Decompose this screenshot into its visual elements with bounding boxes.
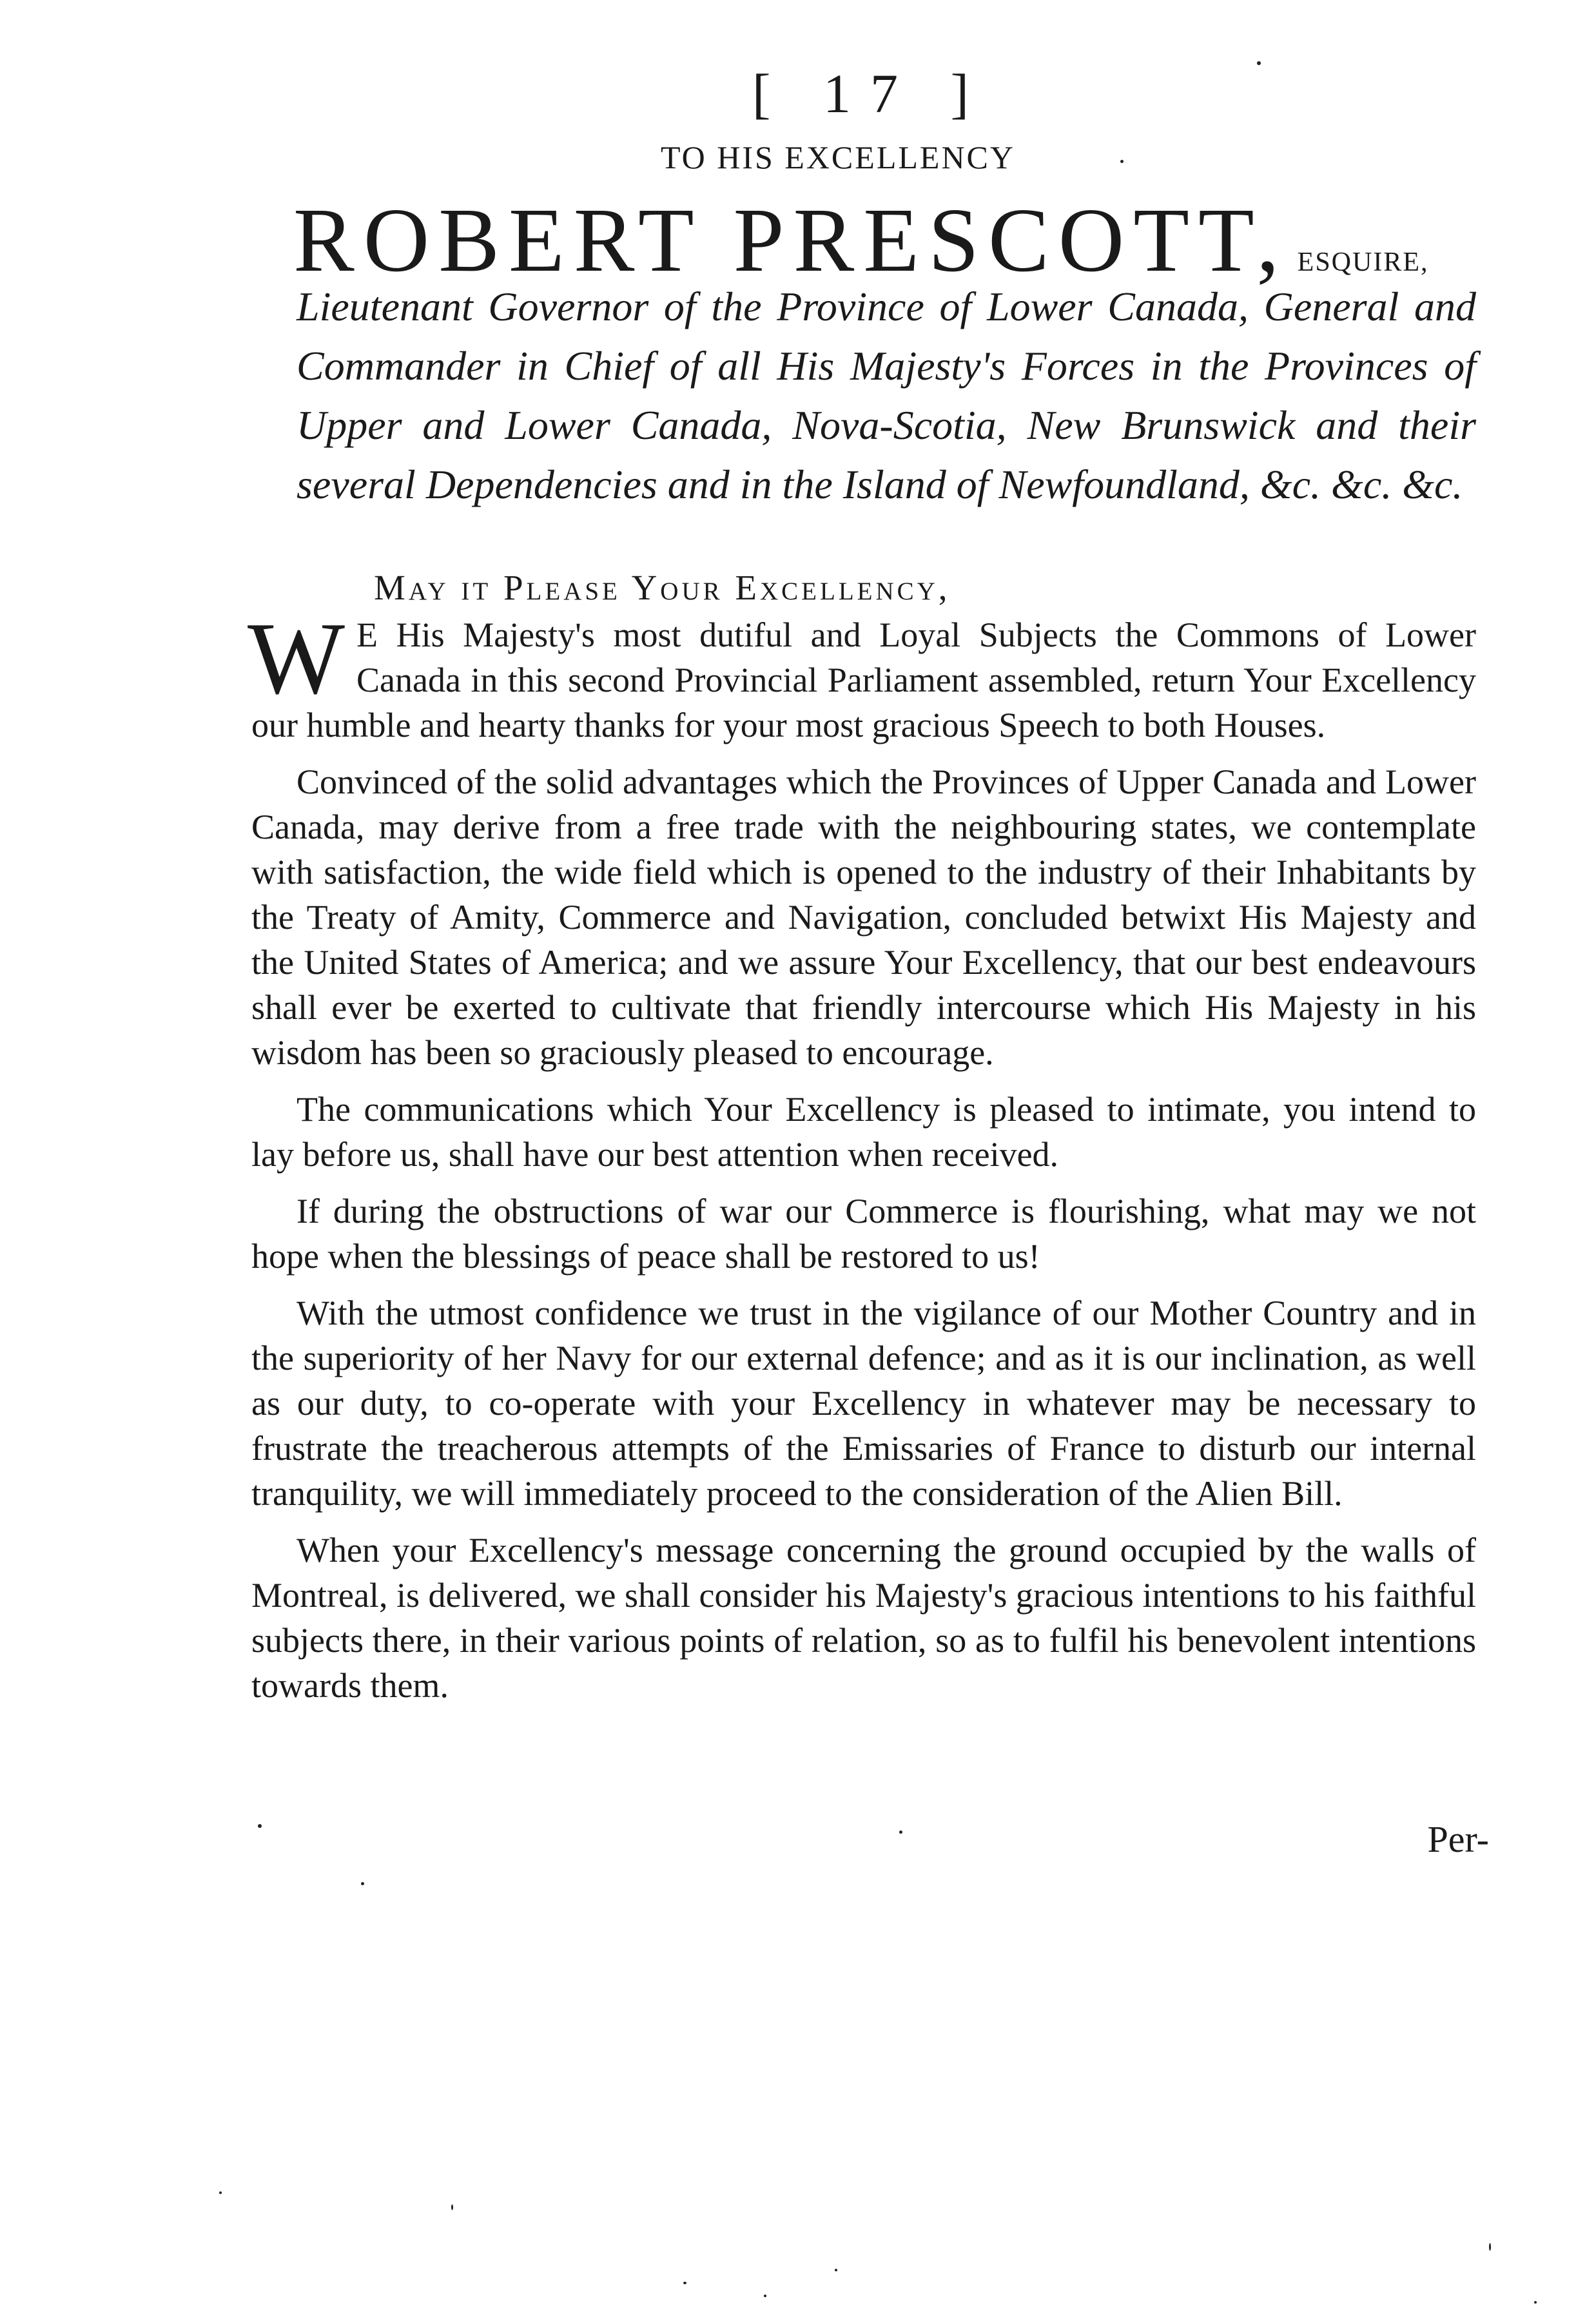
scan-speck <box>451 2204 453 2210</box>
scan-speck <box>1120 160 1124 163</box>
paragraph-6: When your Excellency's message concerning the ground occupied by the walls of Montreal, is delivered, we shall consider his Majesty's gracious intentions to his faithful subjects there, in their various points of relation, so as to fulfil his benevolent intentions towards them. <box>251 1531 1476 1705</box>
address-body <box>248 601 1476 1720</box>
scan-speck <box>1489 2243 1491 2251</box>
scan-speck <box>258 1824 262 1828</box>
paragraph-2: Convinced of the solid advantages which the Provinces of Upper Canada and Lower Canada, may derive from a free trade with the neighbouring states, we contemplate with satisfaction, the wide field which is opened to the industry of their Inhabitants by the Treaty of Amity, Commerce and Navigation, concluded betwixt His Majesty and the United States of America; and we assure Your Excellency, that our best endeavours shall ever be exerted to cultivate that friendly intercourse which His Majesty in his wisdom has been so graciously pleased to encourage. <box>251 762 1476 1072</box>
addressee-line <box>293 187 1486 290</box>
addressee-titles: Lieutenant Governor of the Province of Lower Canada, General and Commander in Chief of all His Majesty's Forces in the Provinces of Upper and Lower Canada, Nova-Scotia, New Brunswick and their several Dependencies and in the Island of Newfoundland, &c. &c. &c. <box>297 284 1476 507</box>
page-number: [ 17 ] <box>752 63 989 124</box>
salutation: May it Please Your Excellency, <box>374 568 951 607</box>
addressee-name: ROBERT PRESCOTT, <box>293 189 1289 291</box>
paragraph-5: With the utmost confidence we trust in the vigilance of our Mother Country and in the superiority of her Navy for our external defence; and as it is our inclination, as well as our duty, to co-operate with your Excellency in whatever may be necessary to frustrate the treacherous attempts of the Emissaries of France to disturb our internal tranquility, we will immediately proceed to the consideration of the Alien Bill. <box>251 1294 1476 1513</box>
scan-speck <box>1534 2301 1537 2304</box>
scan-speck <box>361 1882 364 1885</box>
paragraph-1-text: E His Majesty's most dutiful and Loyal Subjects the Commons of Lower Canada in this second Provincial Parliament assembled, return Your Excellency our humble and hearty thanks for your most gracious Speech to both Houses. <box>251 616 1476 744</box>
scan-speck <box>835 2269 837 2271</box>
scan-speck <box>219 2191 222 2194</box>
scan-speck <box>899 1831 902 1834</box>
addressee-suffix: ESQUIRE, <box>1297 248 1429 277</box>
dedication-heading: TO HIS EXCELLENCY <box>660 139 1016 175</box>
scan-speck <box>764 2295 766 2297</box>
catchword: Per- <box>1427 1818 1489 1860</box>
paragraph-4: If during the obstructions of war our Commerce is flourishing, what may we not hope when the blessings of peace shall be restored to us! <box>251 1192 1476 1276</box>
drop-cap-initial: W <box>248 601 345 715</box>
scan-speck <box>683 2282 686 2284</box>
paragraph-1 <box>248 601 1476 748</box>
scan-speck <box>1257 61 1261 65</box>
paragraph-3: The communications which Your Excellency is pleased to intimate, you intend to lay before us, shall have our best attention when received. <box>251 1090 1476 1174</box>
